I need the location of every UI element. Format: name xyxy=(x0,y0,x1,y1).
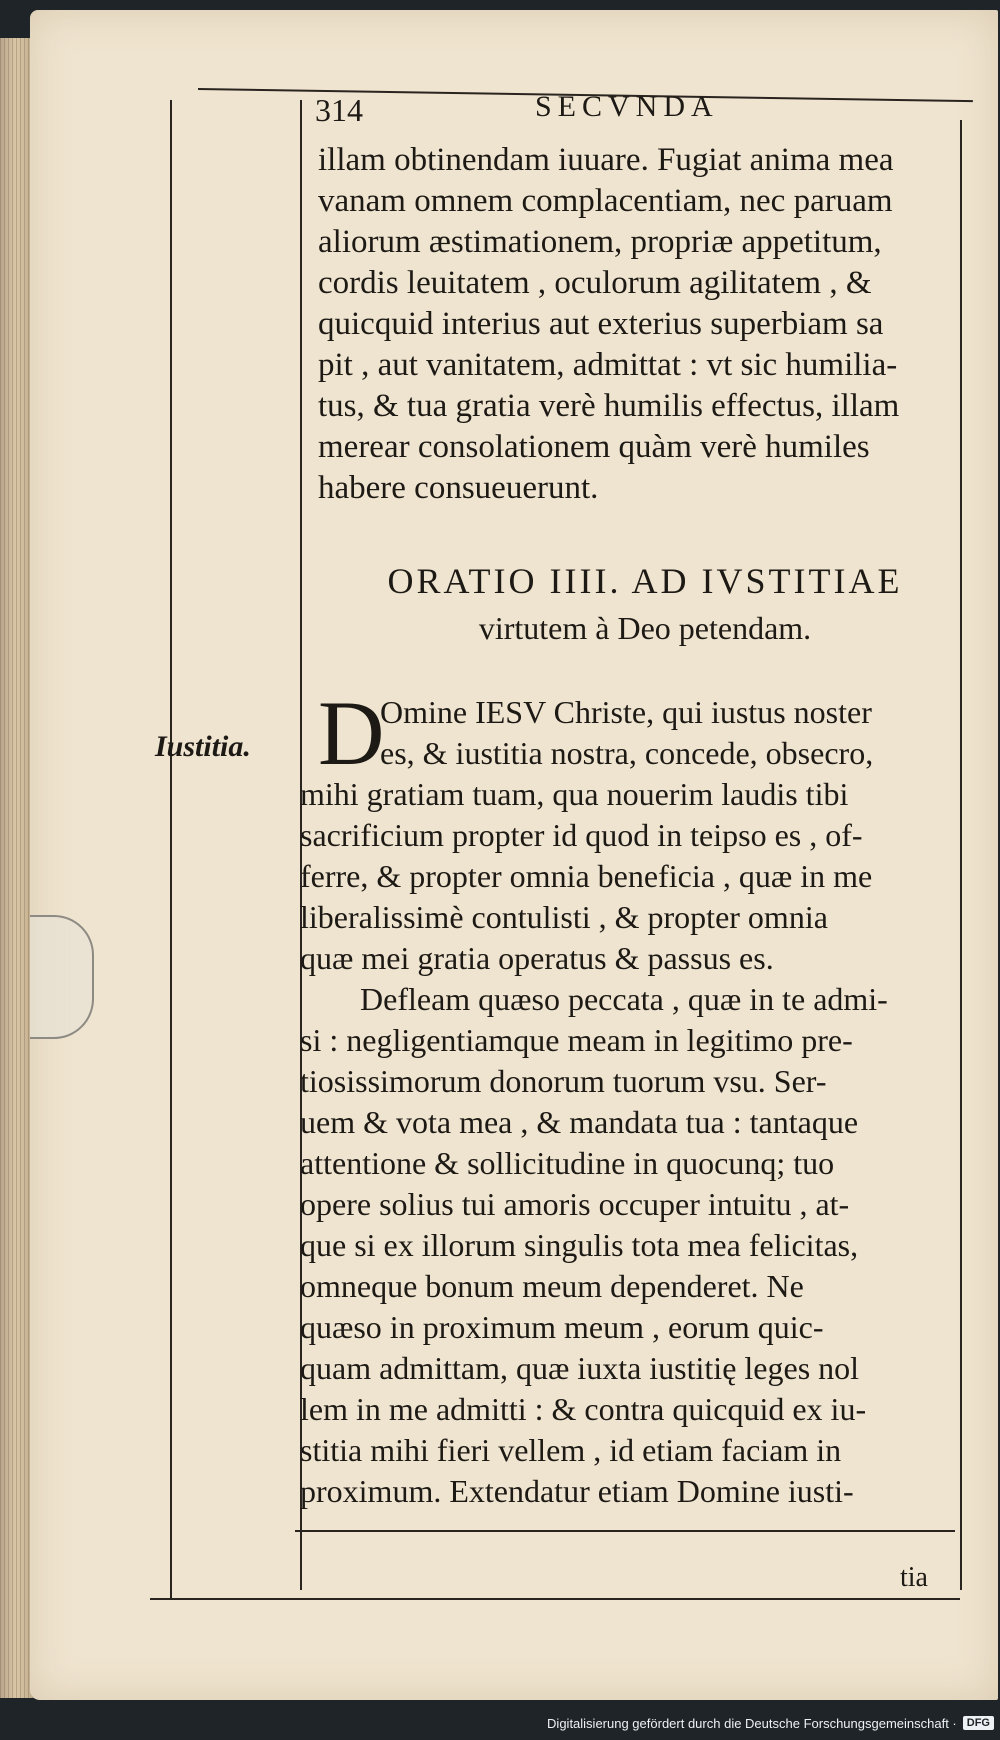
text-line: cordis leuitatem , oculorum agilitatem , & xyxy=(318,265,872,301)
catchword: tia xyxy=(900,1562,928,1593)
paragraph-main xyxy=(300,682,960,1512)
text-line: es, & iustitia nostra, concede, obsecro, xyxy=(380,735,874,771)
text-line: quæso in proximum meum , eorum quic- xyxy=(300,1309,824,1345)
text-line: omneque bonum meum dependeret. Ne xyxy=(300,1268,804,1304)
text-line: pit , aut vanitatem, admittat : vt sic humilia- xyxy=(318,347,898,383)
text-line: lem in me admitti : & contra quicquid ex iu- xyxy=(300,1391,867,1427)
text-line: vanam omnem complacentiam, nec paruam xyxy=(318,183,893,219)
page-clip xyxy=(30,915,94,1039)
text-line: tus, & tua gratia verè humilis effectus, illam xyxy=(318,388,900,424)
section-heading: ORATIO IIII. AD IVSTITIAE xyxy=(387,561,903,601)
text-line: illam obtinendam iuuare. Fugiat anima mea xyxy=(318,142,894,178)
text-line: proximum. Extendatur etiam Domine iusti- xyxy=(300,1473,854,1509)
text-line: ferre, & propter omnia beneficia , quæ in me xyxy=(300,858,873,894)
digitization-footer xyxy=(547,1710,994,1736)
text-line: tiosissimorum donorum tuorum vsu. Ser- xyxy=(300,1063,827,1099)
text-line: si : negligentiamque meam in legitimo pre- xyxy=(300,1022,853,1058)
text-line: uem & vota mea , & mandata tua : tantaque xyxy=(300,1104,859,1140)
text-line: habere consueuerunt. xyxy=(318,470,599,506)
text-line: quicquid interius aut exterius superbiam sa xyxy=(318,306,884,342)
paragraph-top xyxy=(318,140,958,509)
text-line: stitia mihi fieri vellem , id etiam faciam in xyxy=(300,1432,842,1468)
margin-note: Iustitia. xyxy=(155,730,251,763)
running-head: SECVNDA xyxy=(535,90,719,123)
text-line: sacrificium propter id quod in teipso es , of- xyxy=(300,817,863,853)
section-subheading: virtutem à Deo petendam. xyxy=(478,610,812,646)
right-rule xyxy=(960,120,962,1590)
dfg-logo: DFG xyxy=(963,1716,994,1730)
footer-credit: Digitalisierung gefördert durch die Deutsche Forschungsgemeinschaft · xyxy=(547,1715,957,1731)
text-line: quam admittam, quæ iuxta iustitię leges nol xyxy=(300,1350,860,1386)
drop-capital: D xyxy=(318,682,385,784)
text-line: que si ex illorum singulis tota mea felicitas, xyxy=(300,1227,859,1263)
text-line: aliorum æstimationem, propriæ appetitum, xyxy=(318,224,882,260)
text-line: merear consolationem quàm verè humiles xyxy=(318,429,870,465)
text-bottom-rule xyxy=(295,1530,955,1532)
text-line: quæ mei gratia operatus & passus es. xyxy=(300,940,774,976)
text-line: mihi gratiam tuam, qua nouerim laudis tibi xyxy=(300,776,849,812)
text-line: attentione & sollicitudine in quocunq; tuo xyxy=(300,1145,835,1181)
bottom-rule xyxy=(150,1598,960,1600)
text-line: Omine IESV Christe, qui iustus noster xyxy=(380,694,872,730)
text-line: liberalissimè contulisti , & propter omnia xyxy=(300,899,828,935)
page-number: 314 xyxy=(315,92,363,128)
text-line: Defleam quæso peccata , quæ in te admi- xyxy=(360,981,888,1017)
text-line: opere solius tui amoris occuper intuitu , at- xyxy=(300,1186,850,1222)
